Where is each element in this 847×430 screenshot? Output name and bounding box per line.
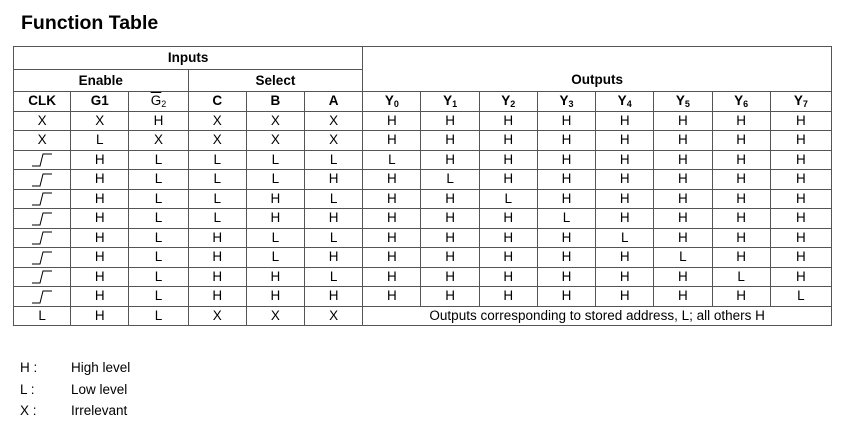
rising-edge-icon [31,290,53,304]
g2-cell: L [129,267,188,287]
rising-edge-icon [31,212,53,226]
b-cell: X [246,131,304,151]
y6-cell: H [712,248,770,268]
y5-cell: H [654,287,712,307]
clk-cell: X [14,131,71,151]
function-table [13,46,832,326]
g2-cell: X [129,131,188,151]
y0-cell: H [363,287,421,307]
clk-cell [14,287,71,307]
table-row [14,189,832,209]
y7-cell: H [770,150,831,170]
g2-cell: L [129,150,188,170]
y4-cell: L [596,228,654,248]
c-cell: H [188,287,246,307]
y3-cell: H [537,267,595,287]
y1-cell: H [421,189,479,209]
c-column-header: C [188,92,246,112]
b-cell: H [246,209,304,229]
y3-cell: H [537,248,595,268]
c-cell: H [188,267,246,287]
legend-meaning: Irrelevant [71,403,128,418]
y4-cell: H [596,189,654,209]
table-row [14,111,832,131]
rising-edge-icon [31,231,53,245]
y-label: Y [501,93,511,109]
y-label: Y [617,93,627,109]
table-row [14,248,832,268]
y4-cell: H [596,131,654,151]
y0-cell: H [363,267,421,287]
y7-cell: H [770,111,831,131]
b-cell: H [246,189,304,209]
y2-cell: H [479,267,537,287]
g1-cell: H [71,150,129,170]
g1-cell: H [71,287,129,307]
a-cell: X [305,131,363,151]
y4-cell: H [596,111,654,131]
rising-edge-icon [31,173,53,187]
a-cell: L [305,228,363,248]
y-subscript: 0 [393,99,399,110]
y6-cell: H [712,111,770,131]
a-cell: H [305,170,363,190]
y4-cell: H [596,287,654,307]
y5-cell: H [654,170,712,190]
y1-cell: H [421,287,479,307]
table-row [14,267,832,287]
y-subscript: 4 [626,99,632,110]
clk-cell [14,150,71,170]
g1-cell: H [71,209,129,229]
y2-cell: H [479,111,537,131]
c-cell: X [188,306,246,326]
table-row [14,150,832,170]
table-row [14,131,832,151]
y4-cell: H [596,170,654,190]
y1-cell: H [421,248,479,268]
y2-column-header [479,92,537,112]
legend-symbol: X : [20,403,37,418]
y0-cell: H [363,170,421,190]
y1-cell: H [421,267,479,287]
y3-cell: H [537,170,595,190]
clk-cell [14,248,71,268]
g2-cell: L [129,306,188,326]
b-column-header: B [246,92,304,112]
y0-column-header [363,92,421,112]
y0-cell: H [363,248,421,268]
y0-cell: H [363,131,421,151]
table-row [14,306,832,326]
g1-cell: X [71,111,129,131]
g2-cell: L [129,189,188,209]
y-label: Y [675,93,685,109]
y5-cell: H [654,150,712,170]
y7-cell: H [770,248,831,268]
clk-cell [14,267,71,287]
c-cell: L [188,150,246,170]
b-cell: H [246,267,304,287]
legend-meaning: High level [71,360,131,375]
y6-cell: H [712,170,770,190]
g2-cell: L [129,228,188,248]
y6-cell: H [712,150,770,170]
outputs-header: Outputs [363,47,832,92]
y6-cell: H [712,287,770,307]
y-subscript: 1 [452,99,458,110]
g2-subscript: 2 [161,99,167,110]
clk-cell [14,170,71,190]
g2-cell: L [129,170,188,190]
clk-column-header: CLK [14,92,71,112]
y6-cell: H [712,209,770,229]
y3-cell: H [537,150,595,170]
y7-column-header [770,92,831,112]
y-label: Y [734,93,744,109]
clk-cell [14,189,71,209]
c-cell: H [188,228,246,248]
y-label: Y [384,93,394,109]
y4-column-header [596,92,654,112]
y1-cell: H [421,111,479,131]
rising-edge-icon [31,270,53,284]
c-cell: L [188,209,246,229]
b-cell: X [246,306,304,326]
g2-cell: L [129,248,188,268]
g1-cell: H [71,189,129,209]
legend-meaning: Low level [71,382,128,397]
y1-column-header [421,92,479,112]
y1-cell: H [421,209,479,229]
a-cell: L [305,150,363,170]
b-cell: H [246,287,304,307]
c-cell: L [188,170,246,190]
c-cell: X [188,111,246,131]
y0-cell: H [363,209,421,229]
g2-cell: L [129,209,188,229]
y2-cell: H [479,287,537,307]
clk-cell: L [14,306,71,326]
y6-cell: H [712,228,770,248]
a-cell: H [305,209,363,229]
y3-cell: H [537,228,595,248]
y3-cell: L [537,209,595,229]
a-column-header: A [305,92,363,112]
y2-cell: H [479,170,537,190]
table-row [14,170,832,190]
outputs-note-cell: Outputs corresponding to stored address, L; all others H [363,306,832,326]
y0-cell: L [363,150,421,170]
y-label: Y [793,93,803,109]
y6-cell: L [712,267,770,287]
y0-cell: H [363,189,421,209]
b-cell: X [246,111,304,131]
a-cell: L [305,267,363,287]
y3-cell: H [537,131,595,151]
rising-edge-icon [31,251,53,265]
y-label: Y [443,93,453,109]
y2-cell: H [479,228,537,248]
enable-header: Enable [14,70,189,92]
g2-cell: L [129,287,188,307]
g1-cell: H [71,228,129,248]
y3-cell: H [537,287,595,307]
g1-cell: H [71,248,129,268]
a-cell: X [305,306,363,326]
a-cell: X [305,111,363,131]
y7-cell: H [770,131,831,151]
rising-edge-icon [31,153,53,167]
y7-cell: H [770,209,831,229]
y0-cell: H [363,228,421,248]
clk-cell: X [14,111,71,131]
y5-cell: H [654,267,712,287]
y2-cell: L [479,189,537,209]
inputs-header: Inputs [14,47,363,70]
y1-cell: H [421,150,479,170]
g2-label: $\overline{G}$ [150,93,162,109]
y5-cell: H [654,209,712,229]
y5-cell: H [654,189,712,209]
table-row [14,209,832,229]
y2-cell: H [479,209,537,229]
legend-symbol: L : [20,382,35,397]
c-cell: H [188,248,246,268]
y3-cell: H [537,111,595,131]
y5-cell: H [654,228,712,248]
y7-cell: H [770,267,831,287]
y7-cell: L [770,287,831,307]
y4-cell: H [596,209,654,229]
y2-cell: H [479,248,537,268]
y0-cell: H [363,111,421,131]
c-cell: L [188,189,246,209]
y-subscript: 7 [802,99,808,110]
y6-column-header [712,92,770,112]
y5-cell: L [654,248,712,268]
y3-column-header [537,92,595,112]
y6-cell: H [712,189,770,209]
b-cell: L [246,228,304,248]
y2-cell: H [479,131,537,151]
y7-cell: H [770,189,831,209]
y1-cell: H [421,131,479,151]
y1-cell: H [421,228,479,248]
g1-cell: H [71,306,129,326]
g2-column-header [129,92,188,112]
b-cell: L [246,150,304,170]
y-subscript: 5 [684,99,690,110]
g1-cell: H [71,267,129,287]
g2-cell: H [129,111,188,131]
y1-cell: L [421,170,479,190]
clk-cell [14,228,71,248]
y5-cell: H [654,111,712,131]
y-subscript: 2 [510,99,516,110]
page-title: Function Table [21,12,159,34]
c-cell: X [188,131,246,151]
y3-cell: H [537,189,595,209]
y7-cell: H [770,228,831,248]
y4-cell: H [596,267,654,287]
y-subscript: 3 [568,99,574,110]
g1-cell: H [71,170,129,190]
y7-cell: H [770,170,831,190]
y4-cell: H [596,150,654,170]
a-cell: H [305,248,363,268]
clk-cell [14,209,71,229]
a-cell: H [305,287,363,307]
y4-cell: H [596,248,654,268]
y-label: Y [559,93,569,109]
legend-symbol: H : [20,360,38,375]
y-subscript: 6 [743,99,749,110]
b-cell: L [246,248,304,268]
select-header: Select [188,70,363,92]
g1-cell: L [71,131,129,151]
table-row [14,287,832,307]
y6-cell: H [712,131,770,151]
a-cell: L [305,189,363,209]
y5-cell: H [654,131,712,151]
table-row [14,228,832,248]
y2-cell: H [479,150,537,170]
rising-edge-icon [31,192,53,206]
b-cell: L [246,170,304,190]
y5-column-header [654,92,712,112]
g1-column-header: G1 [71,92,129,112]
